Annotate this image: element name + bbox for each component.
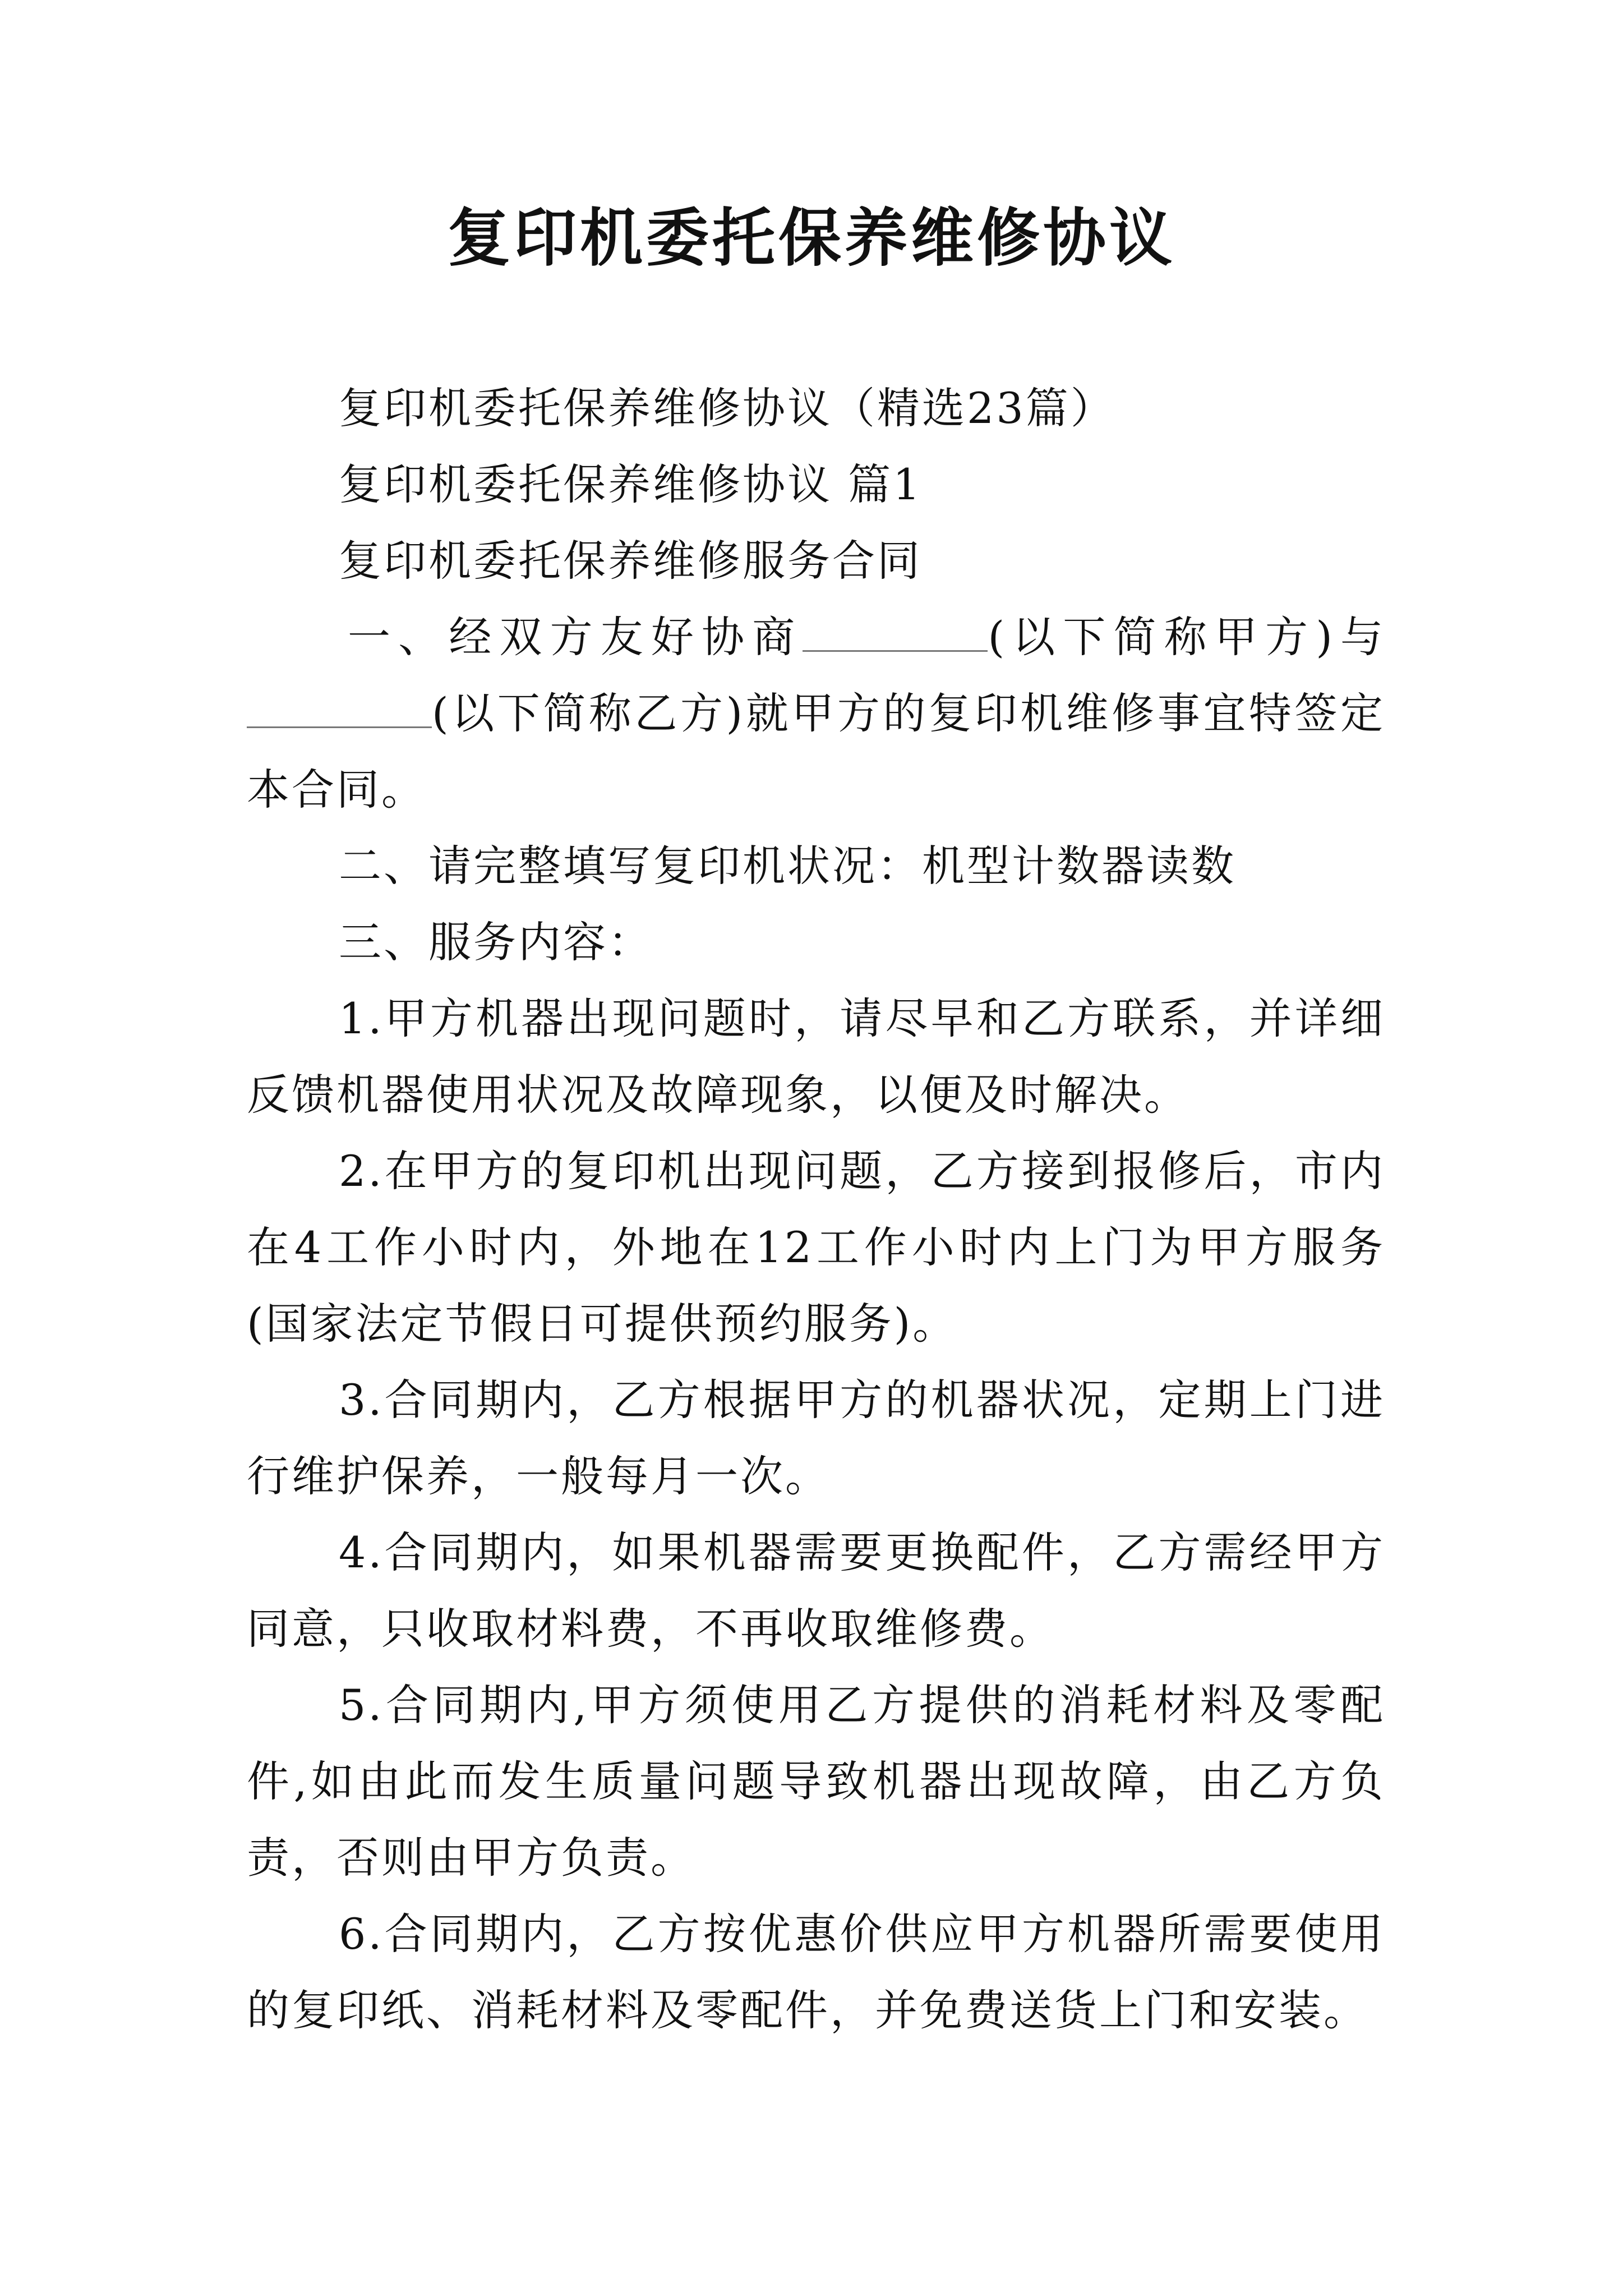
paragraph-parties [247, 599, 1385, 828]
parties-text-a: 一、经双方友好协商 [348, 612, 803, 662]
paragraph-collection-title: 复印机委托保养维修协议（精选23篇） [339, 383, 1115, 433]
paragraph-clause-2: 2.在甲方的复印机出现问题，乙方接到报修后，市内在4工作小时内，外地在12工作小时内上门为甲方服务(国家法定节假日可提供预约服务)。 [247, 1146, 1385, 1349]
paragraph-clause-5: 5.合同期内,甲方须使用乙方提供的消耗材料及零配件,如由此而发生质量问题导致机器出现故障，由乙方负责，否则由甲方负责。 [247, 1680, 1385, 1883]
paragraph-clause-1: 1.甲方机器出现问题时，请尽早和乙方联系，并详细反馈机器使用状况及故障现象，以便及时解决。 [247, 993, 1385, 1120]
paragraph-machine-status: 二、请完整填写复印机状况：机型计数器读数 [339, 841, 1236, 891]
party-b-blank [247, 693, 432, 728]
document-title: 复印机委托保养维修协议 [448, 201, 1175, 275]
paragraph-contract-name: 复印机委托保养维修服务合同 [339, 536, 922, 586]
paragraph-clause-4: 4.合同期内，如果机器需要更换配件，乙方需经甲方同意，只收取材料费，不再收取维修费。 [247, 1527, 1385, 1654]
paragraph-chapter-heading: 复印机委托保养维修协议 篇1 [339, 459, 923, 509]
parties-text-c: (以下简称乙方)就甲方的复印机维修事宜特签定本合同。 [247, 688, 1385, 815]
paragraph-service-heading: 三、服务内容： [339, 917, 653, 967]
party-a-blank [803, 616, 988, 652]
paragraph-clause-3: 3.合同期内，乙方根据甲方的机器状况，定期上门进行维护保养，一般每月一次。 [247, 1375, 1385, 1501]
document-body [247, 370, 1385, 2049]
paragraph-clause-6: 6.合同期内，乙方按优惠价供应甲方机器所需要使用的复印纸、消耗材料及零配件，并免费送货上门和安装。 [247, 1909, 1385, 2035]
parties-text-b: (以下简称甲方)与 [988, 612, 1386, 662]
